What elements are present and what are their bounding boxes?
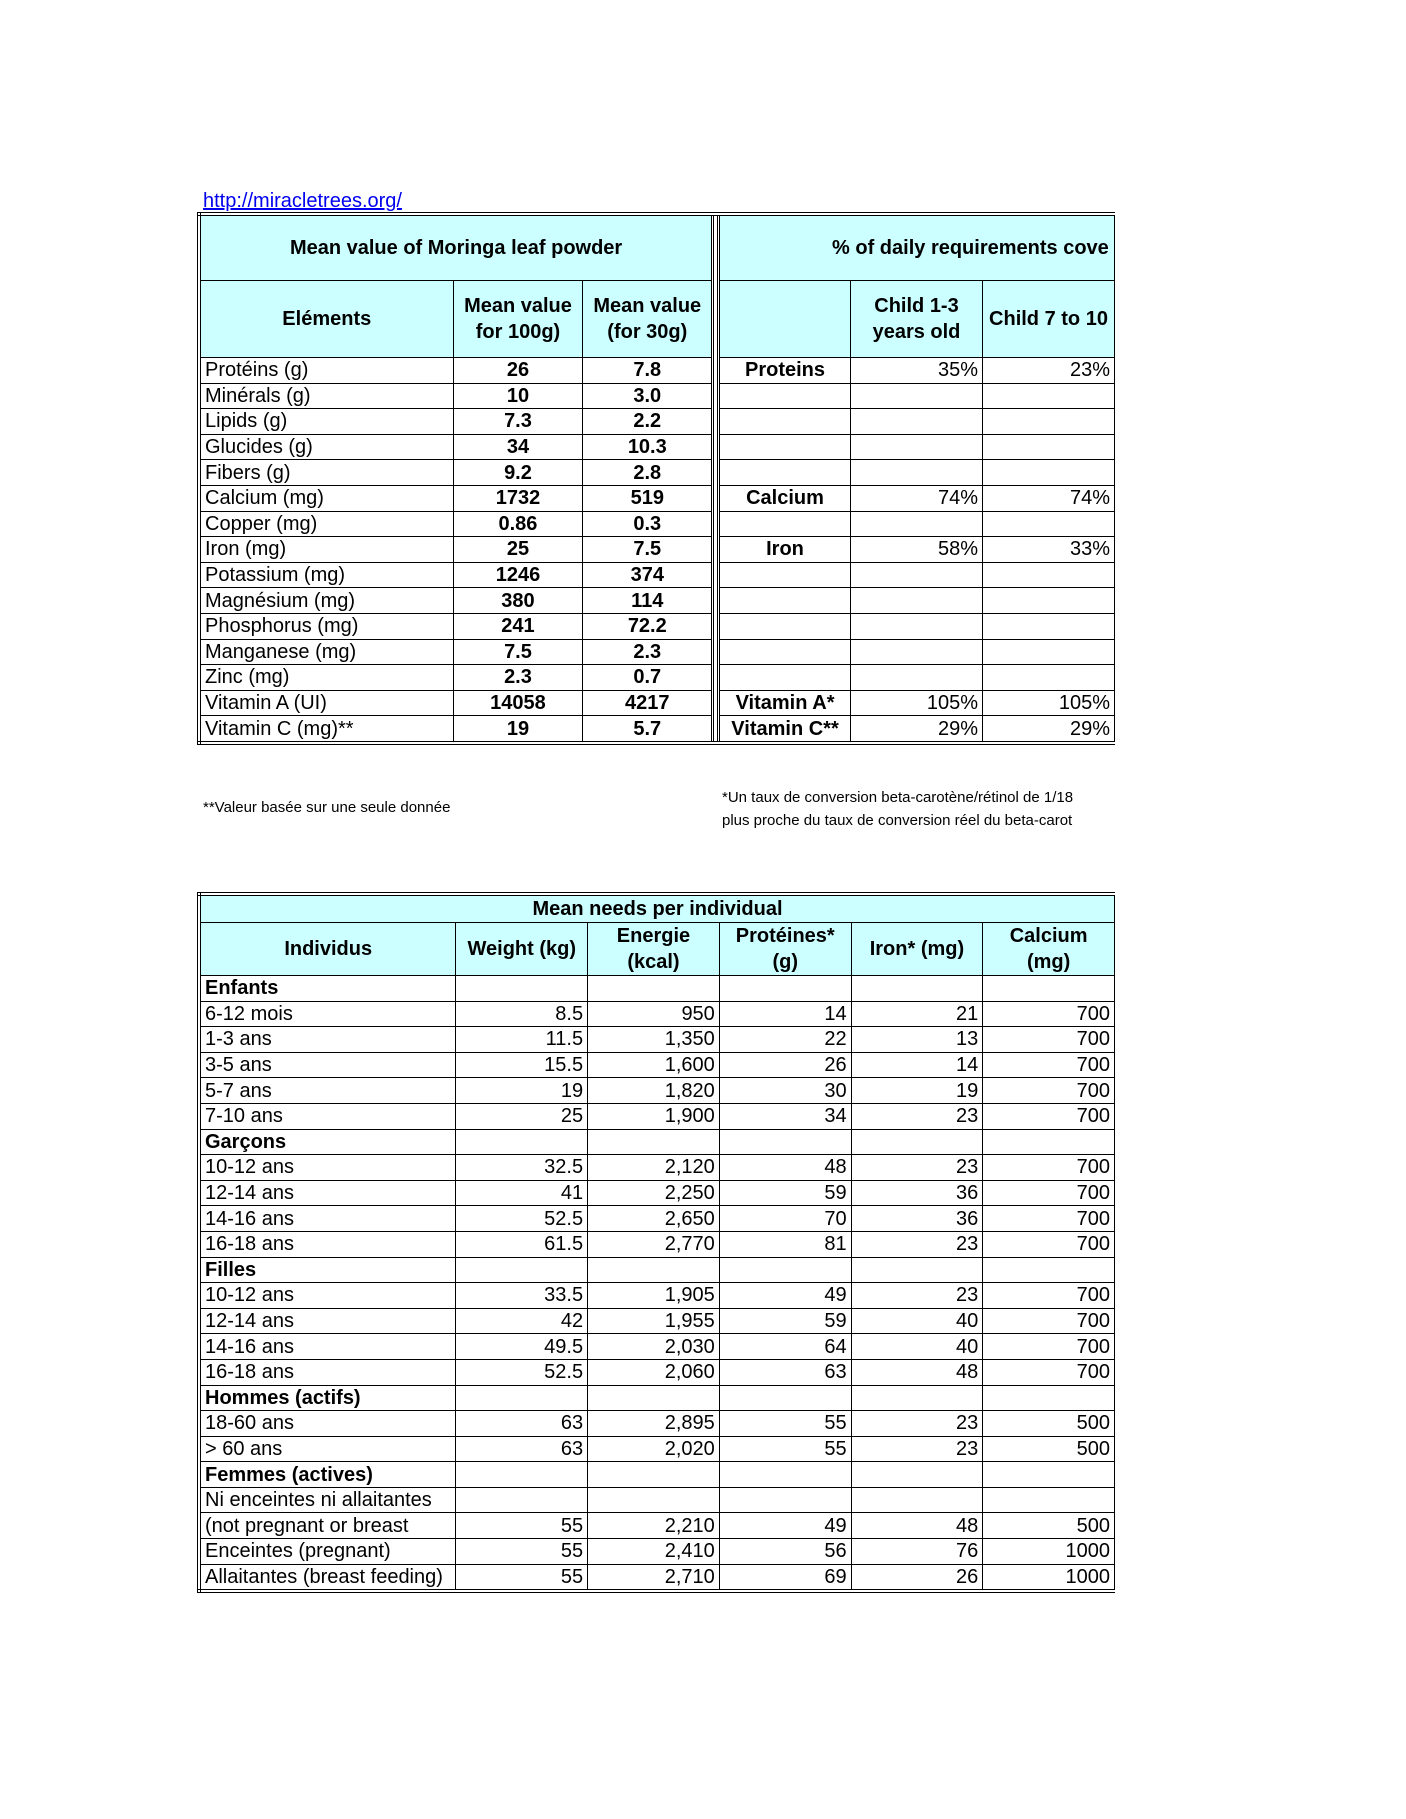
weight-value: 52.5	[456, 1206, 588, 1232]
mean-30g-value: 0.3	[583, 511, 713, 537]
calcium-value	[983, 1257, 1115, 1283]
weight-value: 63	[456, 1411, 588, 1437]
col-header-nutrient	[719, 281, 851, 358]
individual-label: 7-10 ans	[199, 1103, 456, 1129]
mean-30g-value: 10.3	[583, 434, 713, 460]
proteines-value: 69	[719, 1564, 851, 1591]
child-1-3-percent	[851, 434, 983, 460]
iron-value: 23	[851, 1103, 983, 1129]
mean-100g-value: 0.86	[453, 511, 583, 537]
proteines-value: 56	[719, 1539, 851, 1565]
weight-value: 55	[456, 1539, 588, 1565]
calcium-value	[983, 976, 1115, 1002]
table-row	[199, 1334, 1115, 1360]
proteines-value: 26	[719, 1052, 851, 1078]
iron-value	[851, 1487, 983, 1513]
element-name: Copper (mg)	[199, 511, 453, 537]
mean-100g-value: 34	[453, 434, 583, 460]
table-row	[199, 639, 1115, 665]
child-7-10-percent	[982, 613, 1114, 639]
energie-value	[588, 1129, 720, 1155]
element-name: Calcium (mg)	[199, 485, 453, 511]
proteines-value: 30	[719, 1078, 851, 1104]
iron-value: 23	[851, 1436, 983, 1462]
mean-100g-value: 14058	[453, 690, 583, 716]
mean-100g-value: 19	[453, 716, 583, 743]
energie-value: 2,060	[588, 1359, 720, 1385]
needs-table-container	[197, 892, 1115, 1602]
weight-value: 63	[456, 1436, 588, 1462]
element-name: Glucides (g)	[199, 434, 453, 460]
calcium-value: 700	[983, 1078, 1115, 1104]
proteines-value: 70	[719, 1206, 851, 1232]
calcium-value: 700	[983, 1359, 1115, 1385]
table-row	[199, 1513, 1115, 1539]
energie-value: 1,900	[588, 1103, 720, 1129]
energie-value: 2,710	[588, 1564, 720, 1591]
energie-value: 2,895	[588, 1411, 720, 1437]
mean-100g-value: 9.2	[453, 460, 583, 486]
weight-value: 25	[456, 1103, 588, 1129]
calcium-value: 700	[983, 1027, 1115, 1053]
individual-label: 14-16 ans	[199, 1334, 456, 1360]
energie-value: 1,905	[588, 1283, 720, 1309]
mean-100g-value: 7.5	[453, 639, 583, 665]
energie-value: 1,955	[588, 1308, 720, 1334]
child-1-3-percent: 74%	[851, 485, 983, 511]
col-header-calcium: Calcium (mg)	[983, 923, 1115, 976]
table-row	[199, 1206, 1115, 1232]
energie-value: 2,120	[588, 1155, 720, 1181]
nutrient-label: Vitamin C**	[719, 716, 851, 743]
child-7-10-percent	[982, 511, 1114, 537]
iron-value: 23	[851, 1231, 983, 1257]
mean-100g-value: 241	[453, 613, 583, 639]
table-row	[199, 409, 1115, 435]
mean-30g-value: 7.5	[583, 537, 713, 563]
individual-label: Allaitantes (breast feeding)	[199, 1564, 456, 1591]
footnote-right	[722, 786, 1114, 832]
mean-30g-value: 2.8	[583, 460, 713, 486]
energie-value	[588, 1257, 720, 1283]
individual-label: (not pregnant or breast	[199, 1513, 456, 1539]
table-row	[199, 1539, 1115, 1565]
child-1-3-percent	[851, 613, 983, 639]
nutrient-label	[719, 460, 851, 486]
table-row	[199, 1564, 1115, 1591]
calcium-value: 700	[983, 1001, 1115, 1027]
element-name: Lipids (g)	[199, 409, 453, 435]
element-name: Potassium (mg)	[199, 562, 453, 588]
proteines-value: 22	[719, 1027, 851, 1053]
child-7-10-percent	[982, 460, 1114, 486]
calcium-value	[983, 1462, 1115, 1488]
individual-label: 6-12 mois	[199, 1001, 456, 1027]
iron-value	[851, 1257, 983, 1283]
mean-100g-value: 2.3	[453, 665, 583, 691]
child-7-10-percent: 74%	[982, 485, 1114, 511]
child-1-3-percent: 105%	[851, 690, 983, 716]
table-row	[199, 1001, 1115, 1027]
child-7-10-percent	[982, 409, 1114, 435]
energie-value: 1,350	[588, 1027, 720, 1053]
proteines-value: 64	[719, 1334, 851, 1360]
individual-label: Enceintes (pregnant)	[199, 1539, 456, 1565]
energie-value: 2,020	[588, 1436, 720, 1462]
weight-value: 49.5	[456, 1334, 588, 1360]
weight-value	[456, 1385, 588, 1411]
table-row	[199, 1487, 1115, 1513]
table-row	[199, 1180, 1115, 1206]
calcium-value: 700	[983, 1052, 1115, 1078]
iron-value	[851, 1385, 983, 1411]
table-row	[199, 1308, 1115, 1334]
individual-label: > 60 ans	[199, 1436, 456, 1462]
proteines-value: 59	[719, 1308, 851, 1334]
weight-value: 15.5	[456, 1052, 588, 1078]
energie-value: 2,770	[588, 1231, 720, 1257]
table-row	[199, 383, 1115, 409]
col-header-individus: Individus	[199, 923, 456, 976]
iron-value: 40	[851, 1308, 983, 1334]
individual-label: 18-60 ans	[199, 1411, 456, 1437]
individual-label: 12-14 ans	[199, 1308, 456, 1334]
table-row	[199, 1078, 1115, 1104]
mean-100g-value: 25	[453, 537, 583, 563]
energie-value	[588, 1385, 720, 1411]
iron-value: 40	[851, 1334, 983, 1360]
table-row	[199, 690, 1115, 716]
calcium-value: 1000	[983, 1539, 1115, 1565]
child-1-3-percent: 29%	[851, 716, 983, 743]
nutrient-label	[719, 665, 851, 691]
table2-title: Mean needs per individual	[199, 894, 1115, 923]
mean-30g-value: 519	[583, 485, 713, 511]
element-name: Vitamin C (mg)**	[199, 716, 453, 743]
energie-value: 2,030	[588, 1334, 720, 1360]
source-link[interactable]: http://miracletrees.org/	[203, 190, 402, 212]
col-header-elements: Eléments	[199, 281, 453, 358]
col-header-mean100: Mean value for 100g)	[453, 281, 583, 358]
col-header-proteines: Protéines* (g)	[719, 923, 851, 976]
individual-label: 1-3 ans	[199, 1027, 456, 1053]
proteines-value: 55	[719, 1411, 851, 1437]
energie-value: 2,410	[588, 1539, 720, 1565]
mean-100g-value: 380	[453, 588, 583, 614]
weight-value: 19	[456, 1078, 588, 1104]
child-7-10-percent	[982, 434, 1114, 460]
element-name: Minérals (g)	[199, 383, 453, 409]
mean-30g-value: 5.7	[583, 716, 713, 743]
mean-30g-value: 114	[583, 588, 713, 614]
child-1-3-percent	[851, 639, 983, 665]
table-row	[199, 588, 1115, 614]
child-1-3-percent: 35%	[851, 358, 983, 384]
iron-value: 19	[851, 1078, 983, 1104]
element-name: Iron (mg)	[199, 537, 453, 563]
weight-value	[456, 1257, 588, 1283]
element-name: Magnésium (mg)	[199, 588, 453, 614]
table1-coverage-title: % of daily requirements cove	[719, 214, 1115, 281]
iron-value: 26	[851, 1564, 983, 1591]
proteines-value: 49	[719, 1283, 851, 1309]
calcium-value: 1000	[983, 1564, 1115, 1591]
individual-label: Ni enceintes ni allaitantes	[199, 1487, 456, 1513]
table1-title: Mean value of Moringa leaf powder	[199, 214, 713, 281]
nutrient-label: Iron	[719, 537, 851, 563]
individual-label: 10-12 ans	[199, 1155, 456, 1181]
energie-value: 2,650	[588, 1206, 720, 1232]
group-row	[199, 1257, 1115, 1283]
table-row	[199, 1155, 1115, 1181]
individual-label: 16-18 ans	[199, 1231, 456, 1257]
mean-30g-value: 3.0	[583, 383, 713, 409]
proteines-value	[719, 1385, 851, 1411]
mean-30g-value: 2.3	[583, 639, 713, 665]
group-label: Filles	[199, 1257, 456, 1283]
footnote-right-line1: *Un taux de conversion beta-carotène/rétinol de 1/18	[722, 789, 1074, 806]
table-row	[199, 665, 1115, 691]
col-header-iron: Iron* (mg)	[851, 923, 983, 976]
child-1-3-percent: 58%	[851, 537, 983, 563]
weight-value: 55	[456, 1513, 588, 1539]
element-name: Vitamin A (UI)	[199, 690, 453, 716]
child-1-3-percent	[851, 409, 983, 435]
proteines-value: 14	[719, 1001, 851, 1027]
weight-value: 61.5	[456, 1231, 588, 1257]
table-row	[199, 1436, 1115, 1462]
table-row	[199, 511, 1115, 537]
mean-30g-value: 72.2	[583, 613, 713, 639]
weight-value	[456, 1129, 588, 1155]
calcium-value: 700	[983, 1103, 1115, 1129]
col-header-weight: Weight (kg)	[456, 923, 588, 976]
child-7-10-percent: 33%	[982, 537, 1114, 563]
weight-value	[456, 1462, 588, 1488]
child-7-10-percent	[982, 665, 1114, 691]
nutrient-label	[719, 409, 851, 435]
calcium-value: 700	[983, 1334, 1115, 1360]
weight-value: 32.5	[456, 1155, 588, 1181]
element-name: Phosphorus (mg)	[199, 613, 453, 639]
calcium-value: 700	[983, 1206, 1115, 1232]
mean-30g-value: 0.7	[583, 665, 713, 691]
child-7-10-percent	[982, 588, 1114, 614]
group-label: Hommes (actifs)	[199, 1385, 456, 1411]
weight-value: 41	[456, 1180, 588, 1206]
iron-value: 36	[851, 1180, 983, 1206]
table-row	[199, 537, 1115, 563]
energie-value: 1,820	[588, 1078, 720, 1104]
calcium-value	[983, 1385, 1115, 1411]
iron-value: 48	[851, 1359, 983, 1385]
element-name: Zinc (mg)	[199, 665, 453, 691]
element-name: Protéins (g)	[199, 358, 453, 384]
calcium-value: 500	[983, 1436, 1115, 1462]
weight-value: 33.5	[456, 1283, 588, 1309]
individual-label: 12-14 ans	[199, 1180, 456, 1206]
nutrient-label	[719, 588, 851, 614]
table-row	[199, 1027, 1115, 1053]
footnote-left: **Valeur basée sur une seule donnée	[203, 799, 451, 816]
weight-value: 11.5	[456, 1027, 588, 1053]
table-row	[199, 1411, 1115, 1437]
energie-value	[588, 1487, 720, 1513]
iron-value: 14	[851, 1052, 983, 1078]
calcium-value: 700	[983, 1180, 1115, 1206]
element-name: Manganese (mg)	[199, 639, 453, 665]
child-1-3-percent	[851, 511, 983, 537]
group-label: Garçons	[199, 1129, 456, 1155]
proteines-value: 81	[719, 1231, 851, 1257]
iron-value: 76	[851, 1539, 983, 1565]
calcium-value: 700	[983, 1308, 1115, 1334]
mean-30g-value: 4217	[583, 690, 713, 716]
energie-value	[588, 976, 720, 1002]
mean-100g-value: 10	[453, 383, 583, 409]
col-header-energie: Energie (kcal)	[588, 923, 720, 976]
proteines-value	[719, 976, 851, 1002]
table-row	[199, 562, 1115, 588]
table-row	[199, 358, 1115, 384]
group-row	[199, 1129, 1115, 1155]
proteines-value	[719, 1487, 851, 1513]
energie-value	[588, 1462, 720, 1488]
footnote-right-line2: plus proche du taux de conversion réel du beta-carot	[722, 812, 1073, 829]
nutrient-label	[719, 434, 851, 460]
calcium-value: 500	[983, 1411, 1115, 1437]
table-row	[199, 1103, 1115, 1129]
energie-value: 2,210	[588, 1513, 720, 1539]
energie-value: 950	[588, 1001, 720, 1027]
weight-value: 8.5	[456, 1001, 588, 1027]
child-7-10-percent	[982, 562, 1114, 588]
iron-value: 13	[851, 1027, 983, 1053]
iron-value	[851, 976, 983, 1002]
child-7-10-percent: 29%	[982, 716, 1114, 743]
col-header-child-1-3: Child 1-3 years old	[851, 281, 983, 358]
mean-100g-value: 7.3	[453, 409, 583, 435]
group-label: Femmes (actives)	[199, 1462, 456, 1488]
individual-label: 14-16 ans	[199, 1206, 456, 1232]
mean-100g-value: 1246	[453, 562, 583, 588]
moringa-nutrient-table	[197, 212, 1115, 745]
calcium-value: 500	[983, 1513, 1115, 1539]
iron-value: 48	[851, 1513, 983, 1539]
proteines-value	[719, 1462, 851, 1488]
iron-value: 36	[851, 1206, 983, 1232]
individual-label: 10-12 ans	[199, 1283, 456, 1309]
mean-30g-value: 7.8	[583, 358, 713, 384]
weight-value: 55	[456, 1564, 588, 1591]
weight-value	[456, 1487, 588, 1513]
group-row	[199, 976, 1115, 1002]
mean-100g-value: 26	[453, 358, 583, 384]
calcium-value	[983, 1129, 1115, 1155]
proteines-value	[719, 1129, 851, 1155]
child-1-3-percent	[851, 665, 983, 691]
child-1-3-percent	[851, 460, 983, 486]
group-label: Enfants	[199, 976, 456, 1002]
child-7-10-percent: 105%	[982, 690, 1114, 716]
group-row	[199, 1385, 1115, 1411]
element-name: Fibers (g)	[199, 460, 453, 486]
table-row	[199, 460, 1115, 486]
table-row	[199, 485, 1115, 511]
calcium-value: 700	[983, 1283, 1115, 1309]
iron-value: 23	[851, 1155, 983, 1181]
iron-value	[851, 1462, 983, 1488]
weight-value: 52.5	[456, 1359, 588, 1385]
nutrient-label	[719, 511, 851, 537]
nutrient-label: Proteins	[719, 358, 851, 384]
proteines-value: 49	[719, 1513, 851, 1539]
nutrient-label	[719, 639, 851, 665]
proteines-value: 34	[719, 1103, 851, 1129]
nutrient-label	[719, 613, 851, 639]
iron-value: 23	[851, 1411, 983, 1437]
proteines-value: 48	[719, 1155, 851, 1181]
table-row	[199, 1359, 1115, 1385]
mean-needs-table	[197, 892, 1115, 1593]
child-1-3-percent	[851, 562, 983, 588]
child-1-3-percent	[851, 588, 983, 614]
individual-label: 16-18 ans	[199, 1359, 456, 1385]
energie-value: 1,600	[588, 1052, 720, 1078]
individual-label: 5-7 ans	[199, 1078, 456, 1104]
table-row	[199, 716, 1115, 743]
child-1-3-percent	[851, 383, 983, 409]
moringa-table-container	[197, 212, 1115, 756]
table-row	[199, 1283, 1115, 1309]
individual-label: 3-5 ans	[199, 1052, 456, 1078]
mean-30g-value: 374	[583, 562, 713, 588]
proteines-value: 59	[719, 1180, 851, 1206]
weight-value	[456, 976, 588, 1002]
nutrient-label	[719, 383, 851, 409]
table-row	[199, 1052, 1115, 1078]
mean-100g-value: 1732	[453, 485, 583, 511]
calcium-value	[983, 1487, 1115, 1513]
nutrient-label: Calcium	[719, 485, 851, 511]
nutrient-label	[719, 562, 851, 588]
iron-value: 23	[851, 1283, 983, 1309]
table-row	[199, 613, 1115, 639]
child-7-10-percent	[982, 639, 1114, 665]
proteines-value: 63	[719, 1359, 851, 1385]
col-header-child-7-10: Child 7 to 10	[982, 281, 1114, 358]
table-row	[199, 434, 1115, 460]
iron-value	[851, 1129, 983, 1155]
mean-30g-value: 2.2	[583, 409, 713, 435]
nutrient-label: Vitamin A*	[719, 690, 851, 716]
iron-value: 21	[851, 1001, 983, 1027]
proteines-value	[719, 1257, 851, 1283]
calcium-value: 700	[983, 1155, 1115, 1181]
table-row	[199, 1231, 1115, 1257]
calcium-value: 700	[983, 1231, 1115, 1257]
child-7-10-percent: 23%	[982, 358, 1114, 384]
child-7-10-percent	[982, 383, 1114, 409]
proteines-value: 55	[719, 1436, 851, 1462]
group-row	[199, 1462, 1115, 1488]
col-header-mean30: Mean value (for 30g)	[583, 281, 713, 358]
energie-value: 2,250	[588, 1180, 720, 1206]
weight-value: 42	[456, 1308, 588, 1334]
